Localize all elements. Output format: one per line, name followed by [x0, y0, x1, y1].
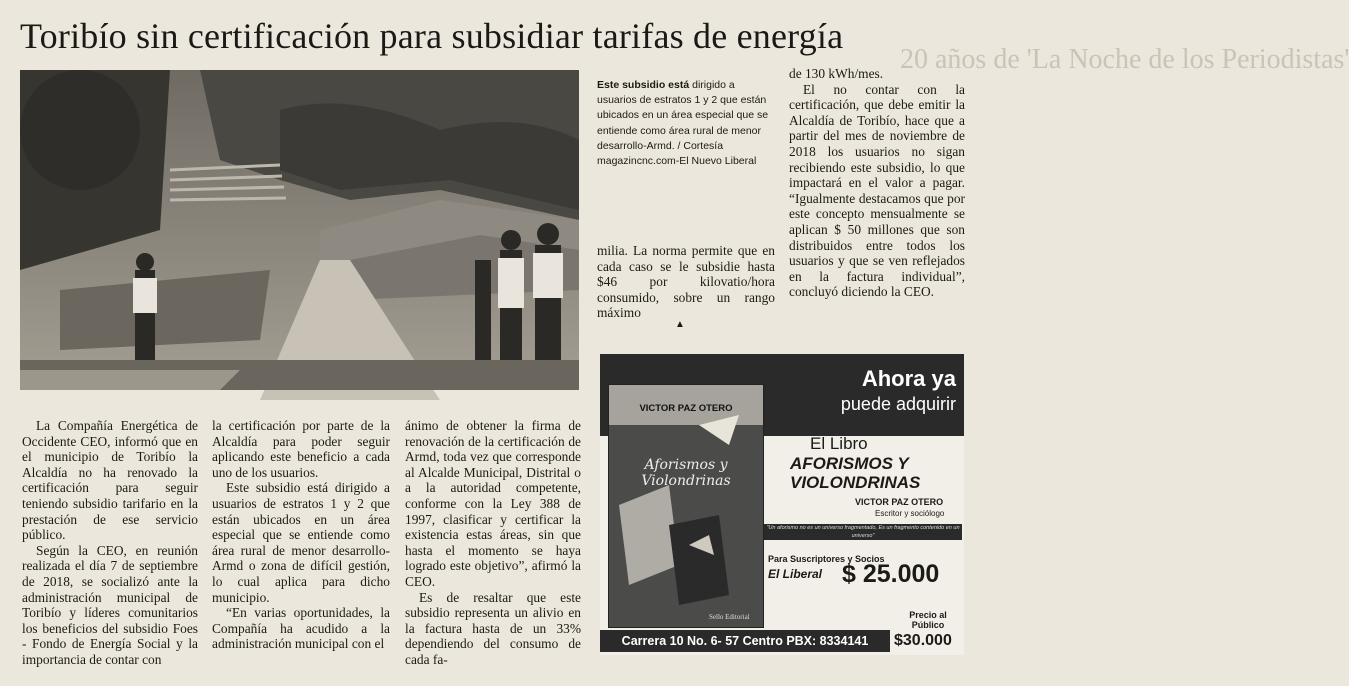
book-cover [608, 384, 764, 628]
ad-address-bar: Carrera 10 No. 6- 57 Centro PBX: 8334141 [600, 630, 890, 652]
article-column-4 [597, 243, 775, 321]
article-column-2 [212, 418, 390, 652]
book-cover-author: VICTOR PAZ OTERO [639, 403, 733, 414]
book-cover-publisher: Sello Editorial [709, 613, 750, 621]
paragraph: Según la CEO, en reunión realizada el día 7 de septiembre de 2018, se socializó ante la administración municipal de Toribío y líderes comunitarios los beneficios del subsidio Foes - Fondo de Energía Social y la importancia de contar con [22, 542, 198, 667]
paragraph: El no contar con la certificación, que debe emitir la Alcaldía de Toribío, hace que a partir del mes de noviembre de 2018 los usuarios no sigan recibiendo este subsidio, lo que impactará en el valor a pagar. “Igualmente destacamos que por este concepto mensualmente se aplican $ 50 millones que son distribuidos entre todos los usuarios y que se ven reflejados en la factura individual”, concluyó diciendo la CEO. [789, 81, 965, 300]
article-column-1 [22, 418, 198, 668]
ad-author-name: VICTOR PAZ OTERO [855, 497, 944, 507]
paragraph: “En varias oportunidades, la Compañía ha acudido a la administración municipal con el [212, 605, 390, 652]
photo-caption [597, 78, 777, 169]
ad-subscribers-label: Para Suscriptores y Socios [768, 554, 885, 564]
paragraph: ánimo de obtener la firma de renovación de la certificación de Armd, toda vez que corresponde al Alcalde Municipal, Distrital o a la autoridad competente, conforme con la Ley 388 de 1997, clasificar y certificar la existencia estas áreas, sin que hasta el momento se haya logrado este objetivo”, afirmó la CEO. [405, 418, 581, 589]
paragraph: Este subsidio está dirigido a usuarios de estratos 1 y 2 que están ubicados en un área especial que se entiende como área rural de menor desarrollo-Armd o zona de difícil gestión, lo cual aplica para dicho municipio. [212, 480, 390, 605]
ad-book-title: AFORISMOS Y VIOLONDRINAS [790, 454, 921, 492]
ad-public-price: $30.000 [894, 632, 952, 649]
book-cover-title: Aforismos y Violondrinas [641, 457, 731, 489]
ad-now-text: Ahora ya [861, 366, 956, 391]
ad-subscriber-price: $ 25.000 [842, 560, 940, 588]
caption-credit: / Cortesía magazincnc.com-El Nuevo Liberal [597, 139, 757, 168]
paragraph: La Compañía Energética de Occidente CEO, informó que en el municipio de Toribío la Alcaldía no ha renovado la certificación para seguir teniendo subsidio tarifario en la prestación de ese servicio público. [22, 418, 198, 543]
ad-can-buy-text: puede adquirir [840, 394, 956, 414]
street-photo [20, 70, 579, 390]
article-column-3 [405, 418, 581, 668]
ad-public-price-label: Precio al Público [909, 610, 947, 630]
paragraph: de 130 kWh/mes. [789, 66, 884, 81]
headline: Toribío sin certificación para subsidiar tarifas de energía [20, 16, 844, 56]
article-column-5 [789, 66, 965, 300]
ad-libro-label: El Libro [810, 434, 868, 453]
ad-newspaper-logo: El Liberal [768, 567, 823, 581]
caption-text: dirigido a usuarios de estratos 1 y 2 que están ubicados en un área especial que se entiende como área rural de menor desarrollo-Armd. [597, 79, 769, 152]
end-mark: ▲ [675, 319, 685, 330]
paragraph: milia. La norma permite que en cada caso se le subsidie hasta $46 por kilovatio/hora consumido, sobre un rango máximo [597, 243, 775, 321]
bleed-through-text: 20 años de 'La Noche de los Periodistas' [900, 44, 1349, 75]
book-advertisement [600, 354, 964, 655]
caption-bold: Este subsidio está [597, 79, 690, 91]
paragraph: la certificación por parte de la Alcaldía para poder seguir aplicando este beneficio a cada uno de los usuarios. [212, 418, 390, 480]
book-cover-art [609, 385, 763, 627]
street-scene-illustration [20, 70, 579, 390]
ad-author-role: Escritor y sociólogo [875, 509, 945, 518]
paragraph: Es de resaltar que este subsidio representa un alivio en la factura hasta de un 33% dependiendo del consumo de cada fa- [405, 589, 581, 667]
ad-quote: "Un aforismo no es un universo fragmentado, Es un fragmento contenido en un universo" [764, 524, 962, 540]
